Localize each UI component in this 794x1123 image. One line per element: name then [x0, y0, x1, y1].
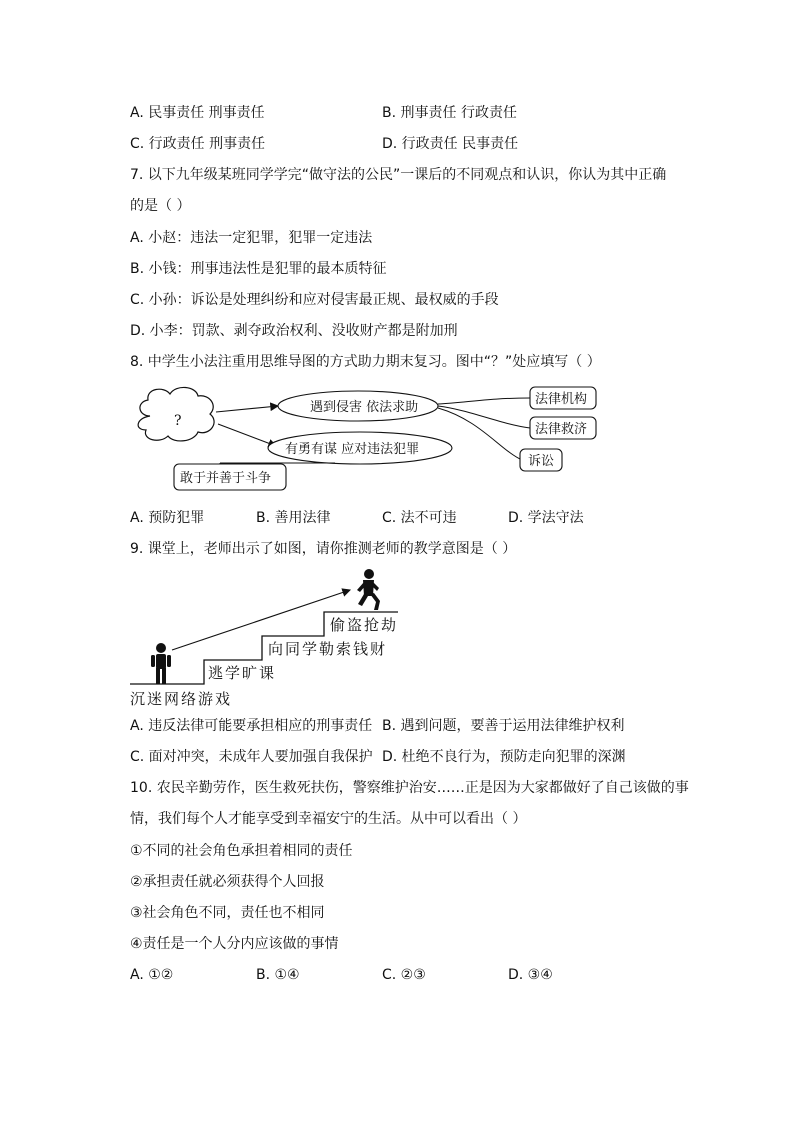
branch-3-text: 诉讼 — [528, 454, 555, 469]
q9-option-d: D. 杜绝不良行为，预防走向犯罪的深渊 — [382, 749, 626, 765]
arrow-to-top-node — [216, 406, 278, 412]
q7-option-b: B. 小钱：刑事违法性是犯罪的最本质特征 — [130, 261, 387, 277]
q10-statement-4: ④责任是一个人分内应该做的事情 — [130, 936, 339, 952]
running-person-icon — [357, 569, 380, 610]
arrow-to-mid-node — [218, 424, 276, 446]
node-bottom-text: 敢于并善于斗争 — [180, 471, 272, 486]
standing-person-icon — [151, 643, 171, 684]
q9-option-c: C. 面对冲突，未成年人要加强自我保护 — [130, 749, 373, 765]
step4-text: 偷盗抢劫 — [330, 616, 399, 634]
q10-option-c: C. ②③ — [382, 967, 426, 983]
q6-option-d: D. 行政责任 民事责任 — [382, 136, 519, 152]
q9-option-a: A. 违反法律可能要承担相应的刑事责任 — [130, 718, 373, 734]
q7-option-d: D. 小李：罚款、剥夺政治权利、没收财产都是附加刑 — [130, 323, 458, 339]
q9-stem: 9. 课堂上，老师出示了如图，请你推测老师的教学意图是（ ） — [130, 541, 517, 557]
q8-option-b: B. 善用法律 — [256, 510, 331, 526]
branch-2-text: 法律救济 — [535, 422, 588, 437]
q7-option-c: C. 小孙：诉讼是处理纠纷和应对侵害最正规、最权威的手段 — [130, 292, 499, 308]
branch-line-2 — [438, 406, 530, 428]
q8-option-d: D. 学法守法 — [508, 510, 584, 526]
q6-option-a: A. 民事责任 刑事责任 — [130, 105, 265, 121]
cloud-text: ? — [174, 413, 182, 429]
q10-stem-line1: 10. 农民辛勤劳作，医生救死扶伤，警察维护治安……正是因为大家都做好了自己该做的事 — [130, 780, 689, 796]
q6-option-b: B. 刑事责任 行政责任 — [382, 105, 517, 121]
q8-mind-map — [130, 380, 610, 496]
q10-option-d: D. ③④ — [508, 967, 553, 983]
q10-option-b: B. ①④ — [256, 967, 300, 983]
q7-stem-line2: 的是（ ） — [130, 198, 191, 214]
branch-line-1 — [438, 398, 530, 404]
q8-option-c: C. 法不可违 — [382, 510, 457, 526]
q6-option-c: C. 行政责任 刑事责任 — [130, 136, 266, 152]
node-mid-text: 有勇有谋 应对违法犯罪 — [285, 442, 420, 457]
q9-staircase-figure — [128, 566, 428, 712]
q10-statement-1: ①不同的社会角色承担着相同的责任 — [130, 843, 353, 859]
step1-text: 沉迷网络游戏 — [130, 690, 233, 708]
node-top-text: 遇到侵害 依法求助 — [310, 400, 419, 415]
q7-option-a: A. 小赵：违法一定犯罪，犯罪一定违法 — [130, 230, 373, 246]
q8-option-a: A. 预防犯罪 — [130, 510, 205, 526]
q9-option-b: B. 遇到问题，要善于运用法律维护权利 — [382, 718, 625, 734]
q10-statement-2: ②承担责任就必须获得个人回报 — [130, 874, 325, 890]
q7-stem-line1: 7. 以下九年级某班同学学完“做守法的公民”一课后的不同观点和认识，你认为其中正确 — [130, 167, 667, 183]
q10-option-a: A. ①② — [130, 967, 174, 983]
q10-statement-3: ③社会角色不同，责任也不相同 — [130, 905, 325, 921]
q8-stem: 8. 中学生小法注重用思维导图的方式助力期末复习。图中“？”处应填写（ ） — [130, 354, 601, 370]
branch-1-text: 法律机构 — [535, 392, 588, 407]
step3-text: 向同学勒索钱财 — [268, 640, 388, 658]
q10-stem-line2: 情，我们每个人才能享受到幸福安宁的生活。从中可以看出（ ） — [130, 811, 527, 827]
step2-text: 逃学旷课 — [208, 664, 277, 682]
